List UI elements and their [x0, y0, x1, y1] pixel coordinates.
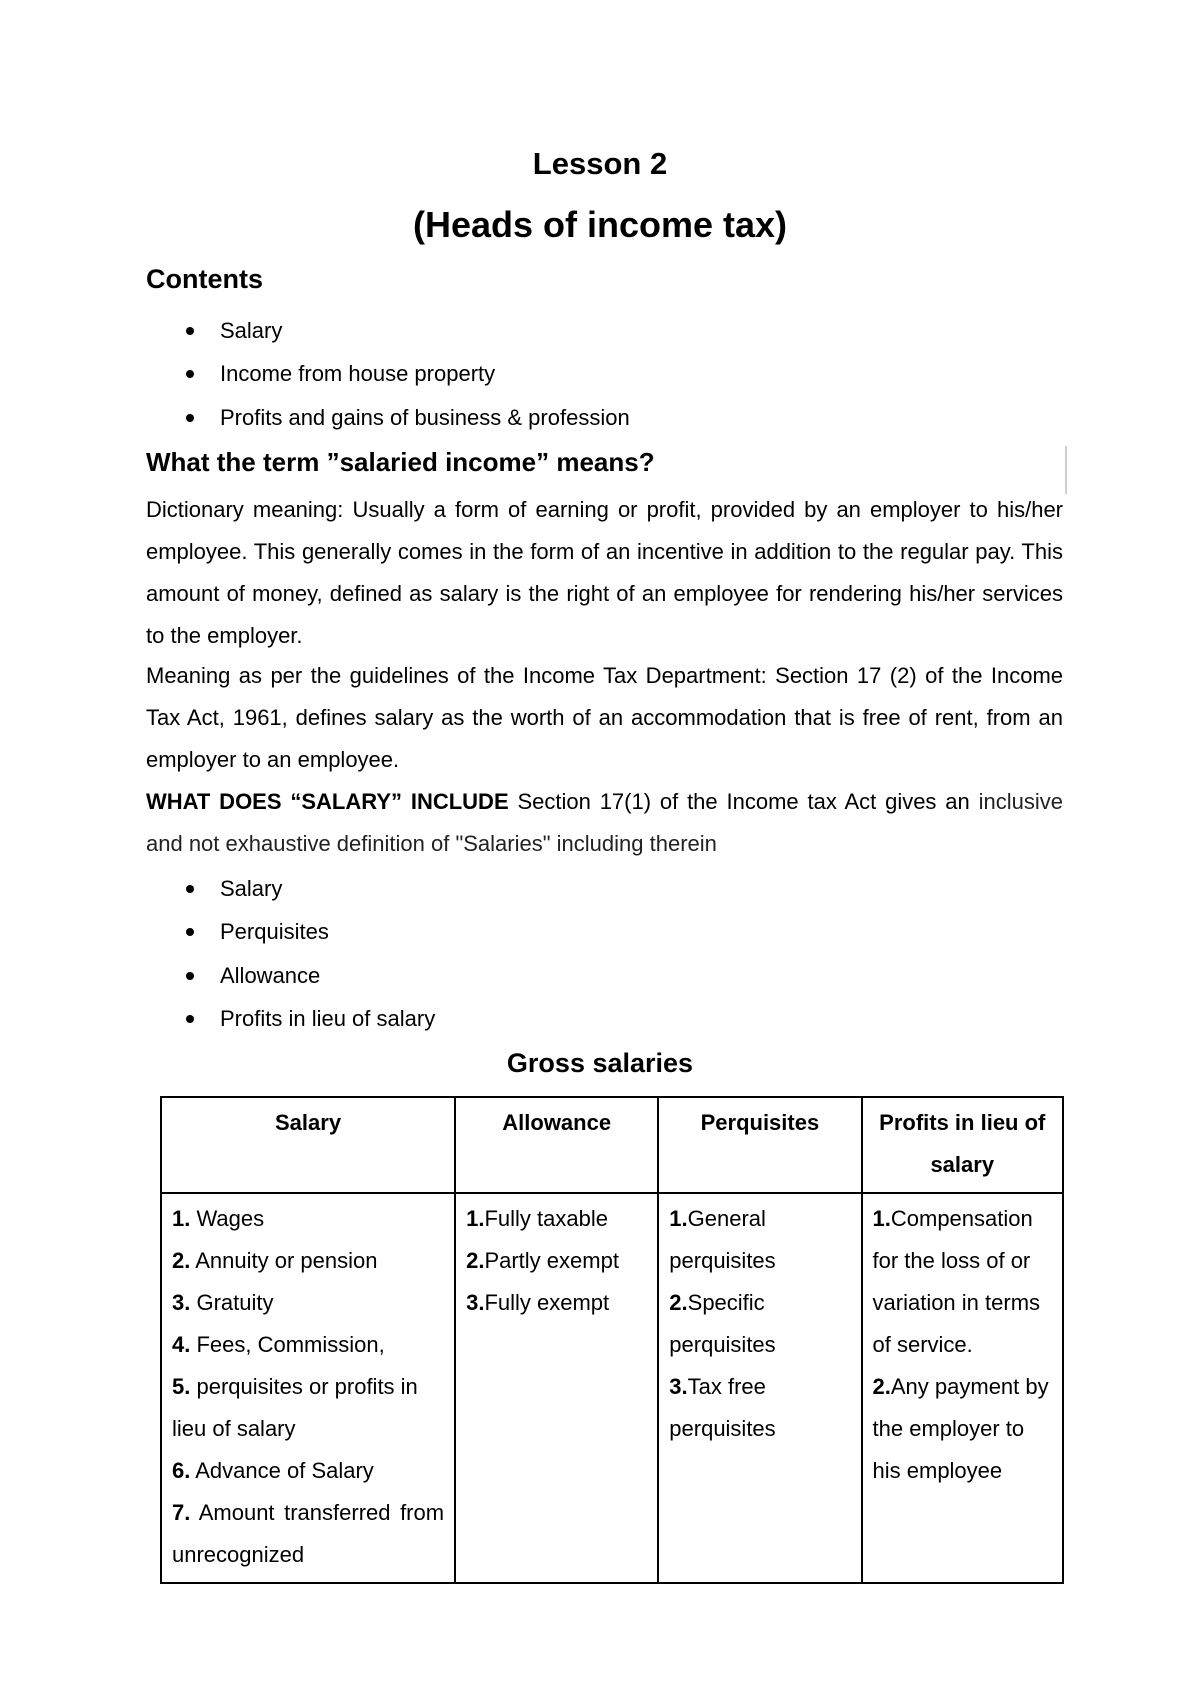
list-item: Salary	[220, 876, 283, 901]
salary-item: 6. Advance of Salary	[172, 1458, 374, 1483]
table-row	[161, 1193, 1063, 1583]
header-perquisites: Perquisites	[658, 1097, 861, 1193]
include-text-2: inclusive and not exhaustive definition of "Salaries" including therein	[146, 789, 1063, 856]
header-profits: Profits in lieu of salary	[862, 1097, 1063, 1193]
list-item: Profits and gains of business & profession	[220, 405, 630, 430]
include-text: Section 17(1) of the Income tax Act gives an	[517, 789, 970, 814]
salary-item: 7. Amount transferred from unrecognized	[172, 1500, 445, 1567]
list-item: Allowance	[220, 963, 321, 988]
lesson-subtitle: (Heads of income tax)	[412, 204, 788, 245]
guidelines-paragraph: Meaning as per the guidelines of the Income Tax Department: Section 17 (2) of the Income Tax Act, 1961, defines salary as the worth of an accommodation that is free of rent, from an employer to an employee.	[146, 663, 1063, 772]
profits-item: 2.Any payment by the employer to his employee	[872, 1374, 1049, 1483]
profits-item: 1.Compensation for the loss of or variation in terms of service.	[872, 1206, 1041, 1357]
include-label: WHAT DOES “SALARY” INCLUDE	[146, 789, 509, 814]
perquisites-item: 3.Tax free perquisites	[669, 1374, 776, 1441]
list-item: Profits in lieu of salary	[220, 1006, 436, 1031]
allowance-cell	[455, 1193, 658, 1583]
header-allowance: Allowance	[455, 1097, 658, 1193]
perquisites-item: 1.General perquisites	[669, 1206, 776, 1273]
salary-item: 3. Gratuity	[172, 1290, 274, 1315]
perquisites-cell	[658, 1193, 861, 1583]
perquisites-item: 2.Specific perquisites	[669, 1290, 776, 1357]
salary-item: 5. perquisites or profits in lieu of salary	[172, 1374, 418, 1441]
salaried-income-heading: What the term ”salaried income” means?	[146, 447, 655, 477]
allowance-item: 2.Partly exempt	[466, 1248, 619, 1273]
list-item: Income from house property	[220, 361, 496, 386]
contents-heading: Contents	[146, 264, 263, 294]
header-salary: Salary	[161, 1097, 455, 1193]
allowance-item: 1.Fully taxable	[466, 1206, 608, 1231]
salary-item: 2. Annuity or pension	[172, 1248, 378, 1273]
lesson-title: Lesson 2	[532, 146, 668, 181]
margin-bar	[1065, 446, 1067, 494]
gross-salaries-table	[160, 1096, 1064, 1584]
salary-cell	[161, 1193, 455, 1583]
salary-item: 4. Fees, Commission,	[172, 1332, 385, 1357]
profits-cell	[862, 1193, 1063, 1583]
dictionary-paragraph: Dictionary meaning: Usually a form of earning or profit, provided by an employer to his/her employee. This generally comes in the form of an incentive in addition to the regular pay. This amount of money, defined as salary is the right of an employee for rendering his/her services to the employer.	[146, 497, 1063, 648]
include-paragraph	[146, 781, 1063, 865]
gross-salaries-heading: Gross salaries	[506, 1048, 694, 1078]
table-header-row	[161, 1097, 1063, 1193]
list-item: Salary	[220, 318, 283, 343]
list-item: Perquisites	[220, 919, 329, 944]
salary-item: 1. Wages	[172, 1206, 265, 1231]
allowance-item: 3.Fully exempt	[466, 1290, 610, 1315]
